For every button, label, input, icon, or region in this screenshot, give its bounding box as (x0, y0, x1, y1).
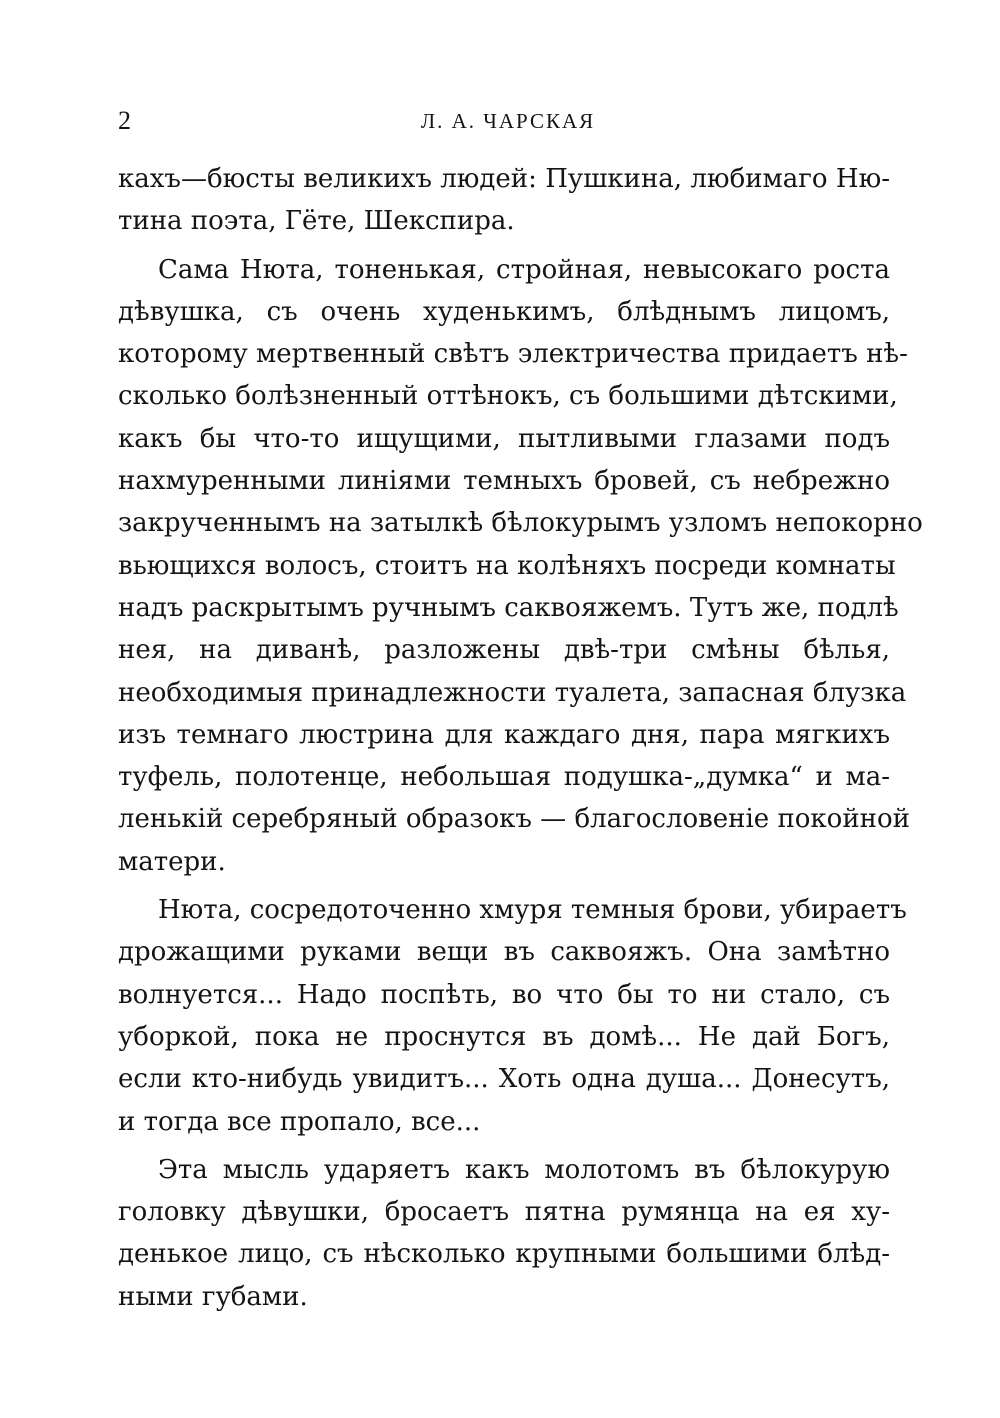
text-line: матери. (118, 846, 226, 877)
paragraph (118, 249, 923, 883)
running-head-author: Л. А. ЧАРСКАЯ (420, 109, 596, 133)
text-line: Эта мысль ударяетъ какъ молотомъ въ бѣлокурую (158, 1154, 890, 1185)
text-line: изъ темнаго люстрина для каждаго дня, пара мягкихъ (118, 719, 890, 750)
text-line: дрожащими руками вещи въ саквояжъ. Она замѣтно (118, 937, 890, 968)
page-number: 2 (118, 106, 131, 135)
text-line: если кто-нибудь увидитъ... Хоть одна душа... Донесутъ, (118, 1064, 890, 1095)
text-line: какъ бы что-то ищущими, пытливыми глазами подъ (118, 423, 890, 454)
text-line: головку дѣвушки, бросаетъ пятна румянца на ея ху- (118, 1197, 890, 1228)
page-header (118, 104, 890, 144)
text-line: нея, на диванѣ, разложены двѣ-три смѣны бѣлья, (118, 635, 890, 666)
text-line: ными губами. (118, 1281, 308, 1312)
text-line: тина поэта, Гёте, Шекспира. (118, 206, 515, 237)
text-line: вьющихся волосъ, стоитъ на колѣняхъ посреди комнаты (118, 550, 896, 581)
text-line: туфель, полотенце, небольшая подушка-„думка“ и ма- (118, 762, 890, 793)
text-line: дѣвушка, съ очень худенькимъ, блѣднымъ лицомъ, (118, 296, 890, 327)
text-line: закрученнымъ на затылкѣ бѣлокурымъ узломъ непокорно (118, 508, 923, 539)
text-line: кахъ—бюсты великихъ людей: Пушкина, любимаго Ню- (118, 164, 890, 194)
paragraph (118, 1149, 890, 1318)
text-line: надъ раскрытымъ ручнымъ саквояжемъ. Тутъ же, подлѣ (118, 592, 899, 623)
text-line: ленькій серебряный образокъ — благословеніе покойной (118, 804, 910, 835)
text-line: сколько болѣзненный оттѣнокъ, съ большими дѣтскими, (118, 381, 898, 412)
text-line: Нюта, сосредоточенно хмуря темныя брови, убираетъ (158, 895, 907, 926)
text-line: Сама Нюта, тоненькая, стройная, невысокаго роста (158, 254, 890, 285)
text-line: и тогда все пропало, все... (118, 1106, 481, 1137)
page-body (118, 158, 923, 1318)
text-line: которому мертвенный свѣтъ электричества придаетъ нѣ- (118, 339, 908, 370)
text-line: нахмуренными линіями темныхъ бровей, съ небрежно (118, 466, 890, 497)
text-line: необходимыя принадлежности туалета, запасная блузка (118, 677, 907, 708)
text-line: денькое лицо, съ нѣсколько крупными большими блѣд- (118, 1239, 890, 1270)
text-line: волнуется... Надо поспѣть, во что бы то ни стало, съ (118, 979, 890, 1010)
paragraph (118, 889, 907, 1143)
text-line: уборкой, пока не проснутся въ домѣ... Не дай Богъ, (118, 1021, 890, 1052)
paragraph (118, 158, 890, 243)
